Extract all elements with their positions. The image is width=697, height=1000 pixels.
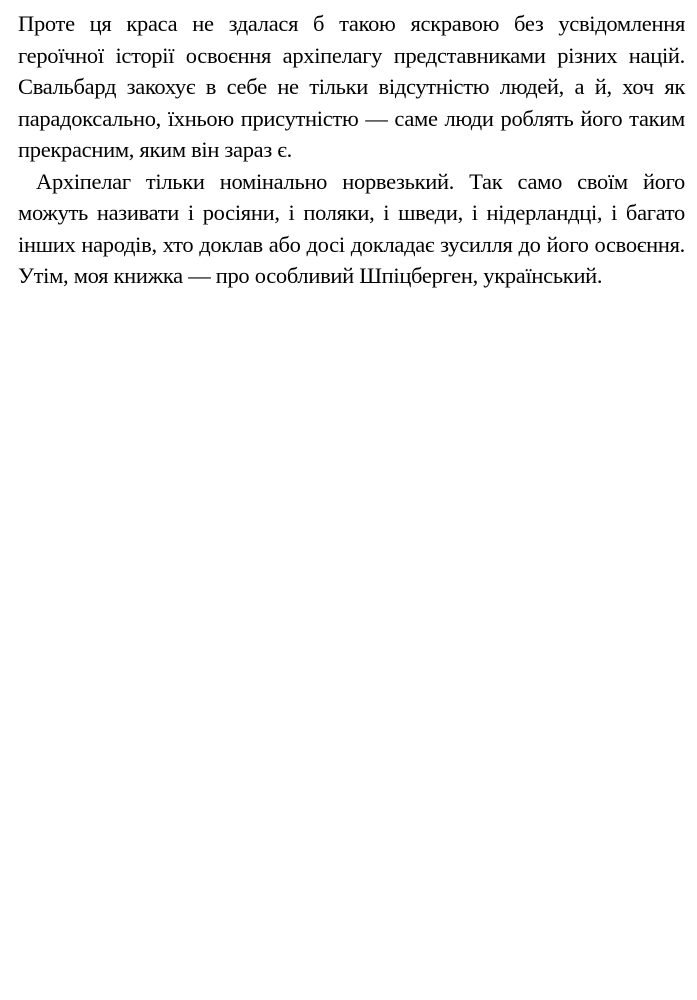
paragraph-1: Проте ця краса не здалася б такою яскравою без усвідомлення героїчної історії освоєння архіпелагу представниками різних націй. Свальбард закохує в себе не тільки відсутністю людей, а й, хоч як парадоксально, їхньою присутністю — саме люди роблять його таким прекрасним, яким він зараз є. (18, 11, 685, 162)
paragraph-2: Архіпелаг тільки номінально норвезький. Так само своїм його можуть називати і росіяни, і поляки, і шведи, і нідерландці, і багато інших народів, хто доклав або досі докладає зусилля до його освоєння. Утім, моя книжка — про особливий Шпіцберген, український. (18, 168, 685, 288)
body-text (18, 8, 685, 292)
